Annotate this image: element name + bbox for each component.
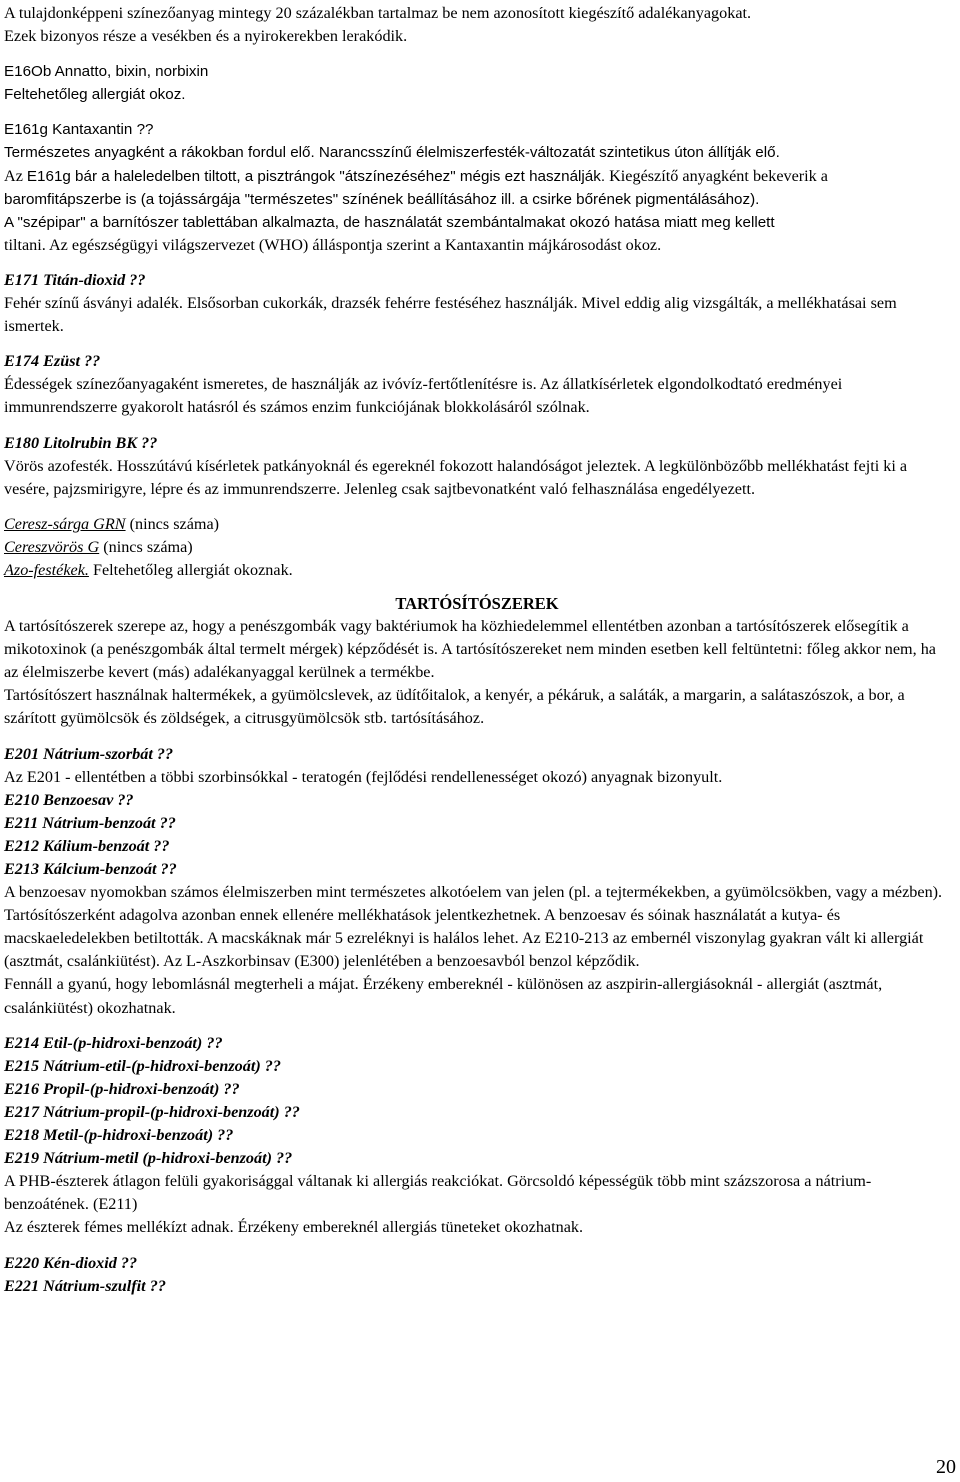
e216-title: E216 Propil-(p-hidroxi-benzoát) ?? [4, 1079, 240, 1098]
e211-title: E211 Nátrium-benzoát ?? [4, 813, 176, 832]
e174-title: E174 Ezüst ?? [4, 352, 101, 371]
e212-title: E212 Kálium-benzoát ?? [4, 836, 170, 855]
e213-title: E213 Kálcium-benzoát ?? [4, 860, 177, 878]
e214-title: E214 Etil-(p-hidroxi-benzoát) ?? [4, 1033, 223, 1052]
phb-paragraph-2: Az észterek fémes mellékízt adnak. Érzékeny embereknél allergiás tüneteket okozhatnak. [4, 1218, 584, 1237]
e220-title: E220 Kén-dioxid ?? [4, 1253, 138, 1272]
e219-title: E219 Nátrium-metil (p-hidroxi-benzoát) ?? [4, 1149, 293, 1168]
e180-title: E180 Litolrubin BK ?? [4, 433, 158, 452]
e161g-line-4: A "szépipar" a barnítószer tablettában alkalmazta, de használatát szembántalmakat okozó hatása miatt meg kellett [4, 213, 775, 231]
e161g-line-5: tiltani. Az egészségügyi világszervezet (WHO) álláspontja szerint a Kantaxantin májkárosodást okoz. [4, 235, 662, 254]
e171-title: E171 Titán-dioxid ?? [4, 270, 146, 289]
phb-paragraph-1: A PHB-észterek átlagon felüli gyakorisággal váltanak ki allergiás reakciókat. Görcsoldó képességük több mint százszorosa a nátrium-benzoátének. (E211) [4, 1172, 872, 1214]
e221-title: E221 Nátrium-szulfit ?? [4, 1276, 166, 1295]
benzoate-paragraph-1: A benzoesav nyomokban számos élelmiszerben mint természetes alkotóelem van jelen (pl. a tejtermékekben, a gyümölcsökben, vagy a mézben). Tartósítószerként adagolva azonban ennek ellenére mellékhatások jelentkezhetnek. A benzoesav és sóinak használatát a kutya- és macskaeledelekben betiltották. A macskáknak már 5 ezreléknyi is halálos lehet. Az E210-213 az embernél viszonylag gyakran vált ki allergiát (asztmát, csalánkiütést). Az L-Aszkorbinsav (E300) jelenlétében a benzoesavból benzol képződik. [4, 883, 943, 971]
e210-title: E210 Benzoesav ?? [4, 790, 134, 809]
e161g-line-3: baromfitápszerbe is (a tojássárgája "természetes" színének beállításához ill. a csirke bőrének pigmentálásához). [4, 190, 760, 208]
e160b-title: E16Ob Annatto, bixin, norbixin [4, 63, 209, 81]
section-heading: TARTÓSÍTÓSZEREK [395, 594, 559, 614]
ceresz-line-2: Cereszvörös G (nincs száma) [4, 537, 193, 556]
e201-title: E201 Nátrium-szorbát ?? [4, 744, 174, 763]
page-number: 20 [936, 1456, 956, 1478]
e160b-text: Feltehetőleg allergiát okoz. [4, 86, 186, 104]
e201-text: Az E201 - ellentétben a többi szorbinsókkal - teratogén (fejlődési rendellenességet okozó) anyagnak bizonyult. [4, 767, 723, 786]
e161g-line-1: Természetes anyagként a rákokban fordul elő. Narancsszínű élelmiszerfesték-változatát szintetikus úton állítják elő. [4, 144, 780, 162]
e215-title: E215 Nátrium-etil-(p-hidroxi-benzoát) ?? [4, 1056, 281, 1075]
e161g-line-2: Az E161g bár a haleledelben tiltott, a pisztrángok "átszínezéséhez" mégis ezt használják. Kiegészítő anyagként bekeverik a [4, 166, 828, 185]
e171-text: Fehér színű ásványi adalék. Elsősorban cukorkák, drazsék fehérre festéséhez használják. Mivel eddig alig vizsgálták, a mellékhatásai sem ismertek. [4, 294, 897, 336]
intro-line-1: A tulajdonképpeni színezőanyag mintegy 20 százalékban tartalmaz be nem azonosított kiegészítő adalékanyagokat. [4, 4, 752, 22]
document-page [4, 2, 950, 1298]
e218-title: E218 Metil-(p-hidroxi-benzoát) ?? [4, 1126, 234, 1145]
e174-text: Édességek színezőanyagaként ismeretes, de használják az ivóvíz-fertőtlenítésre is. Az állatkísérletek elgondolkodtató eredményei immunrendszerre gyakorolt hatásról és számos enzim funkciójának blokkolásáról szólnak. [4, 375, 843, 417]
benzoate-paragraph-2: Fennáll a gyanú, hogy lebomlásnál megterheli a májat. Érzékeny embereknél - különösen az aszpirin-allergiásoknál - allergiát (asztmát, csalánkiütést) okozhatnak. [4, 975, 883, 1017]
ceresz-line-1: Ceresz-sárga GRN (nincs száma) [4, 514, 220, 533]
intro-line-2: Ezek bizonyos része a vesékben és a nyirokerekben lerakódik. [4, 27, 408, 46]
e161g-title: E161g Kantaxantin ?? [4, 121, 154, 139]
e217-title: E217 Nátrium-propil-(p-hidroxi-benzoát) ?? [4, 1102, 300, 1121]
section-paragraph-2: Tartósítószert használnak haltermékek, a gyümölcslevek, az üdítőitalok, a kenyér, a pékáruk, a saláták, a margarin, a salátaszószok, a bor, a szárított gyümölcsök és zöldségek, a citrusgyümölcsök stb. tartósításához. [4, 686, 905, 728]
section-paragraph-1: A tartósítószerek szerepe az, hogy a penészgombák vagy baktériumok ha közhiedelemmel ellentétben azonban a tartósítószerek elősegítik a mikotoxinok (a penészgombák által termelt mérgek) képződését is. A tartósítószereket nem minden esetben kell feltüntetni: főleg akkor nem, ha az élelmiszerbe kevert (más) adalékanyaggal kerülnek a termékbe. [4, 617, 936, 682]
e180-text: Vörös azofesték. Hosszútávú kísérletek patkányoknál és egereknél fokozott halandóságot jeleztek. A legkülönbözőbb mellékhatást fejti ki a vesére, pajzsmirigyre, lépre és az immunrendszerre. Jelenleg csak sajtbevonatként való felhasználása engedélyezett. [4, 456, 908, 498]
azo-line: Azo-festékek. Feltehetőleg allergiát okoznak. [4, 560, 293, 579]
